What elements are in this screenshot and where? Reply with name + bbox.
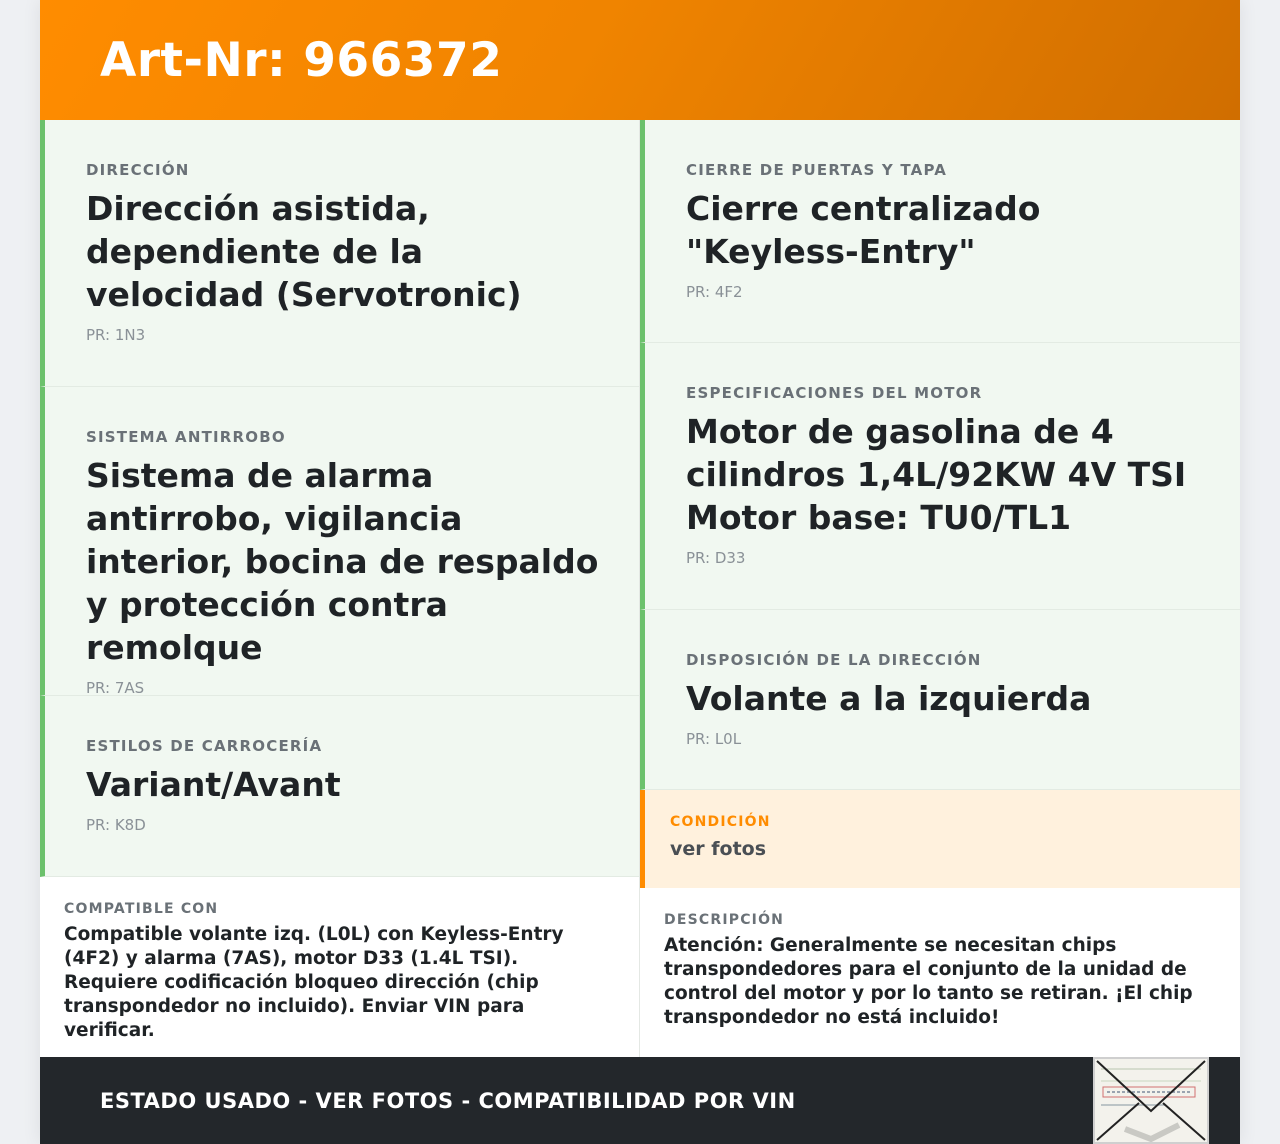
spec-value: Variant/Avant [86, 765, 341, 804]
article-number-title: Art-Nr: 966372 [100, 32, 503, 88]
description-section [640, 888, 1240, 1057]
spec-value: Motor de gasolina de 4 cilindros 1,4L/92KW 4V TSI Motor base: TU0/TL1 [686, 412, 1187, 537]
product-sheet [40, 0, 1240, 1144]
spec-columns [40, 120, 1240, 1057]
condition-value: ver fotos [670, 838, 767, 860]
spec-card-steering-side [640, 610, 1240, 790]
compatible-label: COMPATIBLE CON [64, 901, 219, 917]
description-label: DESCRIPCIÓN [664, 912, 785, 928]
compatible-text: Compatible volante izq. (L0L) con Keyless-Entry (4F2) y alarma (7AS), motor D33 (1.4L TSI). Requiere codificación bloqueo dirección (chip transpondedor no incluido). Enviar VIN para verificar. [64, 924, 564, 1041]
spec-label: ESPECIFICACIONES DEL MOTOR [686, 384, 983, 402]
footer-text: ESTADO USADO - VER FOTOS - COMPATIBILIDAD POR VIN [100, 1088, 796, 1113]
spec-card-engine [640, 343, 1240, 610]
spec-card-antitheft [40, 387, 639, 696]
spec-label: ESTILOS DE CARROCERÍA [86, 737, 323, 755]
spec-card-steering [40, 120, 639, 387]
document-thumbnail-image [1093, 1057, 1209, 1144]
spec-label: DIRECCIÓN [86, 161, 190, 179]
condition-label: CONDICIÓN [670, 814, 771, 830]
spec-pr-code: PR: 1N3 [86, 326, 146, 344]
spec-label: CIERRE DE PUERTAS Y TAPA [686, 161, 948, 179]
compatible-section [40, 877, 639, 1057]
spec-pr-code: PR: L0L [686, 730, 742, 748]
spec-value: Sistema de alarma antirrobo, vigilancia interior, bocina de respaldo y protección contra remolque [86, 456, 599, 667]
spec-label: DISPOSICIÓN DE LA DIRECCIÓN [686, 651, 982, 669]
condition-box [640, 790, 1240, 888]
spec-label: SISTEMA ANTIRROBO [86, 428, 286, 446]
description-text: Atención: Generalmente se necesitan chips transpondedores para el conjunto de la unidad de control del motor y por lo tanto se retiran. ¡El chip transpondedor no está incluido! [664, 935, 1193, 1028]
spec-pr-code: PR: 7AS [86, 679, 145, 697]
spec-pr-code: PR: K8D [86, 816, 146, 834]
spec-value: Cierre centralizado "Keyless-Entry" [686, 189, 1041, 271]
left-column [40, 120, 640, 1057]
spec-pr-code: PR: D33 [686, 549, 746, 567]
spec-pr-code: PR: 4F2 [686, 283, 743, 301]
spec-card-locking [640, 120, 1240, 343]
right-column [640, 120, 1240, 1057]
footer-bar [40, 1057, 1240, 1144]
spec-value: Volante a la izquierda [686, 679, 1092, 718]
spec-value: Dirección asistida, dependiente de la velocidad (Servotronic) [86, 189, 522, 314]
envelope-icon [1095, 1059, 1207, 1142]
header-bar [40, 0, 1240, 120]
spec-card-body-style [40, 696, 639, 877]
